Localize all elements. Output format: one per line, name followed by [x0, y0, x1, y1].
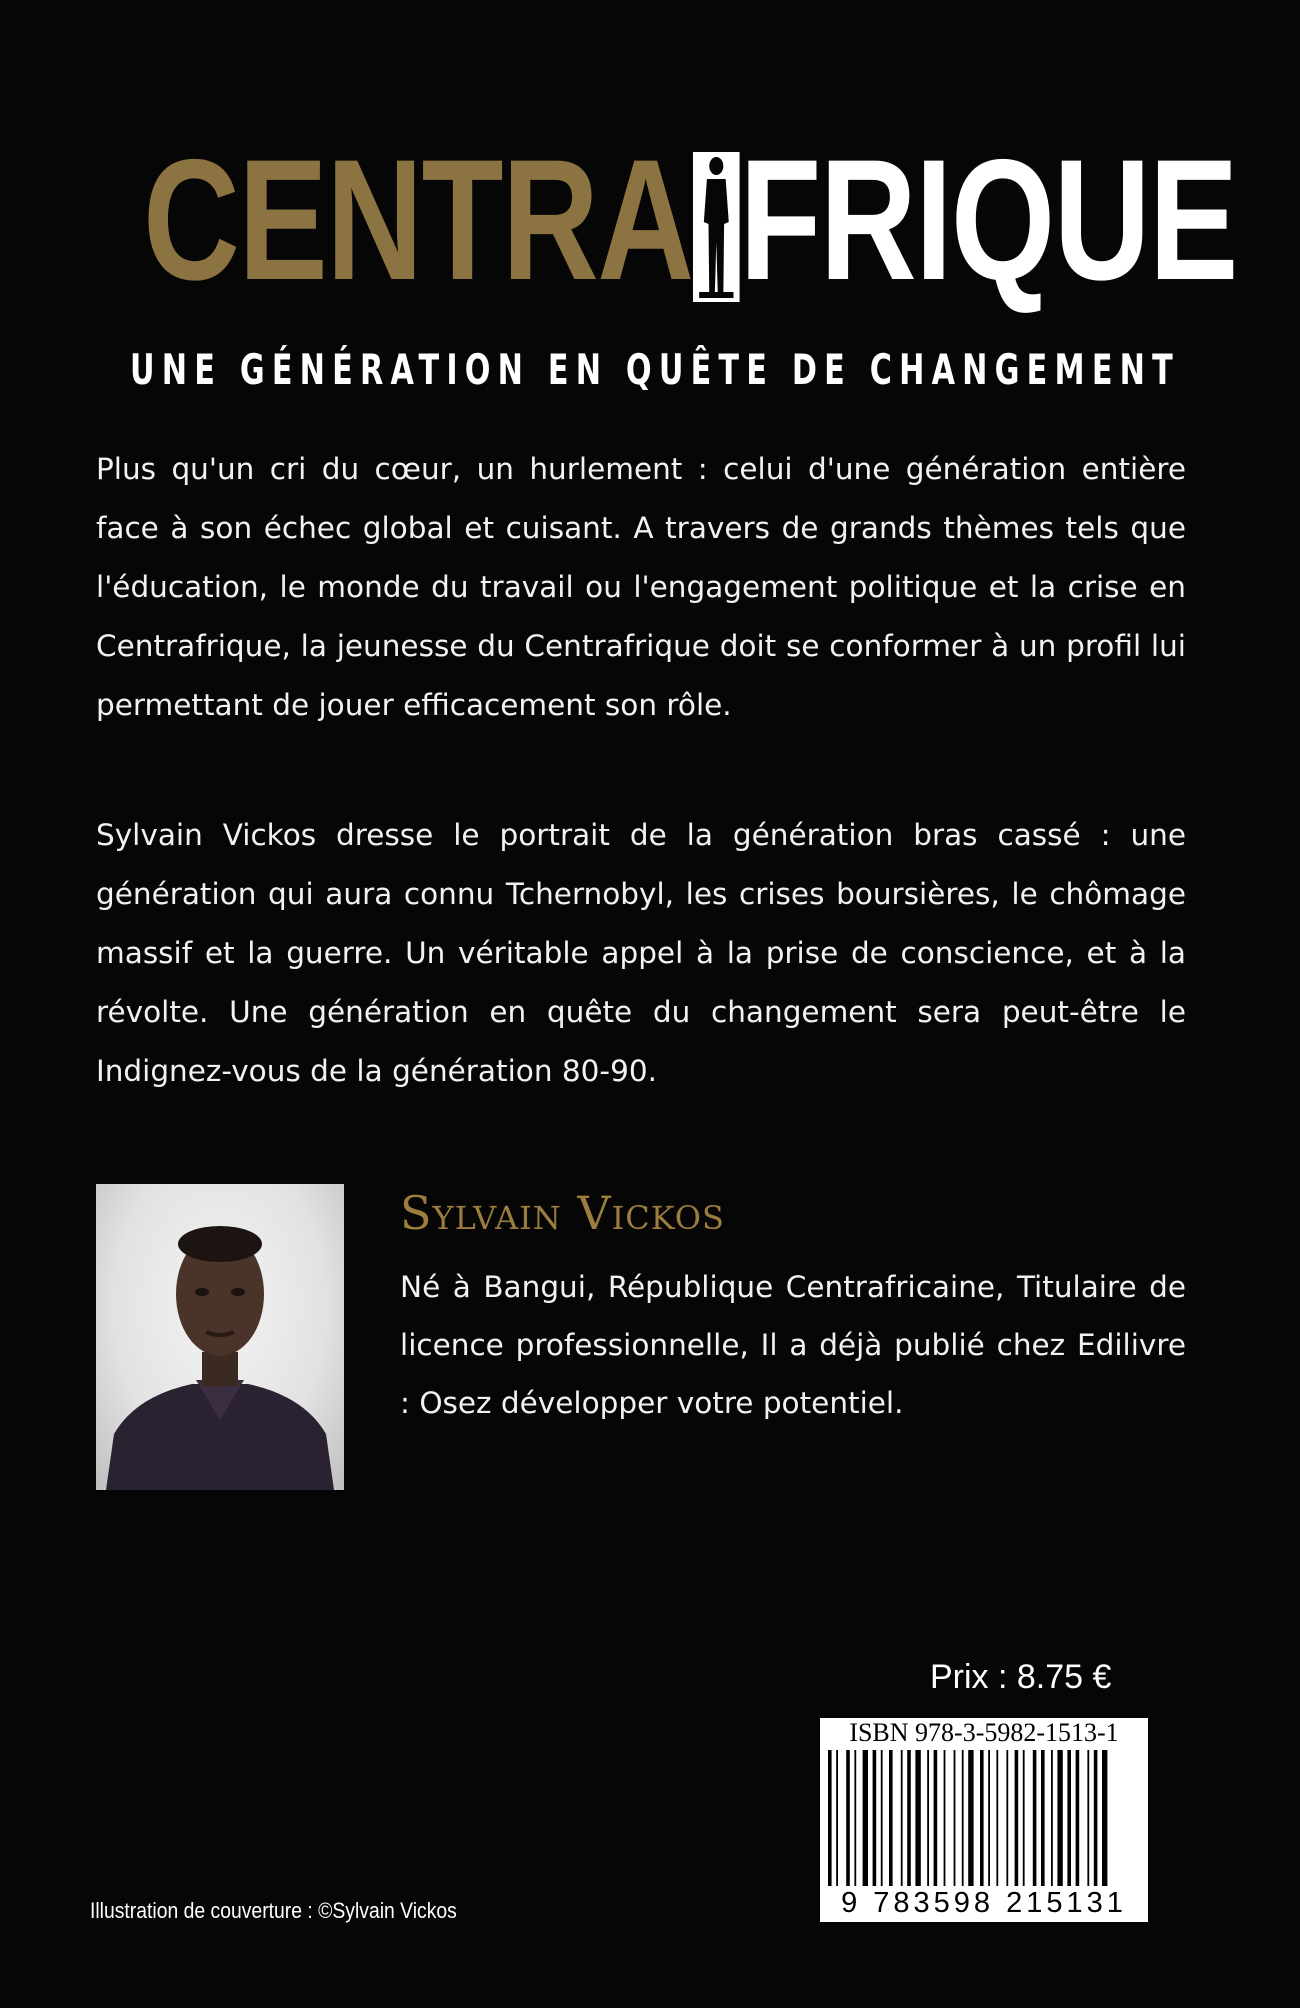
title-part-centra: CENTRA	[143, 124, 693, 316]
price-label: Prix : 8.75 €	[930, 1658, 1112, 1696]
standing-man-silhouette-icon	[693, 152, 740, 302]
book-title	[143, 124, 1237, 316]
synopsis-paragraph-1: Plus qu'un cri du cœur, un hurlement : celui d'une génération entière face à son échec global et cuisant. A travers de grands thèmes tels que l'éducation, le monde du travail ou l'engagement politique et la crise en Centrafrique, la jeunesse du Centrafrique doit se conformer à un profil lui permettant de jouer efficacement son rôle.	[96, 452, 1186, 722]
author-portrait-image	[96, 1184, 344, 1490]
isbn-barcode	[820, 1718, 1148, 1922]
barcode-digits: 9 783598 215131	[820, 1886, 1148, 1920]
barcode-bars	[826, 1750, 1142, 1888]
title-part-frique: FRIQUE	[739, 124, 1237, 316]
author-bio: Né à Bangui, République Centrafricaine, Titulaire de licence professionnelle, Il a déjà publié chez Edilivre : Osez développer votre potentiel.	[400, 1270, 1186, 1420]
book-subtitle: UNE GÉNÉRATION EN QUÊTE DE CHANGEMENT	[130, 345, 1180, 394]
author-name: Sylvain Vickos	[400, 1186, 725, 1240]
synopsis-paragraph-2: Sylvain Vickos dresse le portrait de la génération bras cassé : une génération qui aura connu Tchernobyl, les crises boursières, le chômage massif et la guerre. Un véritable appel à la prise de conscience, et à la révolte. Une génération en quête du changement sera peut-être le Indignez-vous de la génération 80-90.	[96, 818, 1186, 1088]
author-photo	[96, 1184, 344, 1490]
isbn-label: ISBN 978-3-5982-1513-1	[849, 1718, 1119, 1747]
cover-illustration-credit: Illustration de couverture : ©Sylvain Vickos	[90, 1898, 457, 1923]
